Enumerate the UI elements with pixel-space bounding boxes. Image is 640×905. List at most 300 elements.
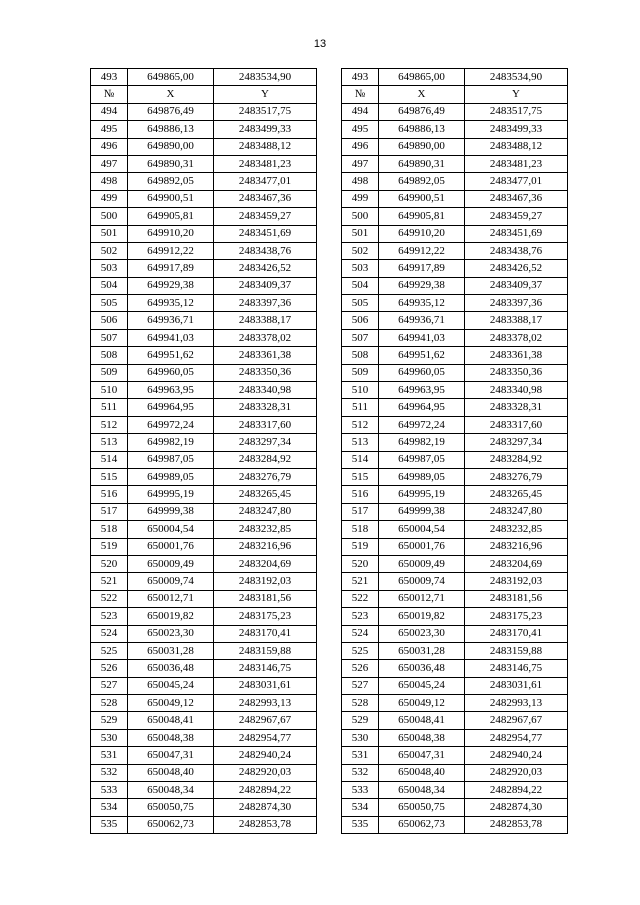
cell-number: 525 bbox=[342, 642, 379, 659]
cell-x: 649905,81 bbox=[379, 208, 465, 225]
cell-x: 649972,24 bbox=[379, 416, 465, 433]
cell-x: 649963,95 bbox=[128, 382, 214, 399]
column-gap bbox=[317, 416, 342, 433]
table-row bbox=[91, 816, 568, 833]
cell-y: 2482853,78 bbox=[214, 816, 317, 833]
cell-number: 524 bbox=[342, 625, 379, 642]
cell-x: 649876,49 bbox=[128, 103, 214, 120]
table-row bbox=[91, 329, 568, 346]
cell-number: 527 bbox=[91, 677, 128, 694]
table-row bbox=[91, 729, 568, 746]
cell-y: 2482920,03 bbox=[465, 764, 568, 781]
cell-y: 2483284,92 bbox=[465, 451, 568, 468]
cell-y: 2483146,75 bbox=[214, 660, 317, 677]
cell-y: 2482894,22 bbox=[465, 782, 568, 799]
cell-x: 650023,30 bbox=[379, 625, 465, 642]
cell-x: 649995,19 bbox=[128, 486, 214, 503]
cell-y: 2483159,88 bbox=[214, 642, 317, 659]
header-y: Y bbox=[465, 86, 568, 103]
cell-number: 515 bbox=[91, 468, 128, 485]
cell-x: 649964,95 bbox=[128, 399, 214, 416]
cell-number: 500 bbox=[91, 208, 128, 225]
table-row-top bbox=[91, 69, 568, 86]
cell-x: 650048,34 bbox=[379, 782, 465, 799]
cell-number: 496 bbox=[342, 138, 379, 155]
cell-x: 649982,19 bbox=[379, 434, 465, 451]
column-gap bbox=[317, 451, 342, 468]
column-gap bbox=[317, 225, 342, 242]
cell-number: 532 bbox=[91, 764, 128, 781]
cell-x: 649910,20 bbox=[379, 225, 465, 242]
cell-x: 650048,38 bbox=[128, 729, 214, 746]
column-gap bbox=[317, 729, 342, 746]
cell-number: 509 bbox=[342, 364, 379, 381]
column-gap bbox=[317, 538, 342, 555]
cell-y: 2483232,85 bbox=[465, 521, 568, 538]
cell-number: 534 bbox=[342, 799, 379, 816]
cell-number: 499 bbox=[91, 190, 128, 207]
column-gap bbox=[317, 364, 342, 381]
cell-number: 507 bbox=[342, 329, 379, 346]
cell-number: 494 bbox=[342, 103, 379, 120]
cell-number: 518 bbox=[91, 521, 128, 538]
cell-number: 519 bbox=[91, 538, 128, 555]
cell-y: 2483361,38 bbox=[465, 347, 568, 364]
cell-y: 2483284,92 bbox=[214, 451, 317, 468]
cell-number: 502 bbox=[342, 242, 379, 259]
cell-x: 650031,28 bbox=[128, 642, 214, 659]
cell-number: 514 bbox=[342, 451, 379, 468]
cell-x: 650050,75 bbox=[128, 799, 214, 816]
cell-x: 649886,13 bbox=[379, 121, 465, 138]
column-gap bbox=[317, 590, 342, 607]
table-row bbox=[91, 677, 568, 694]
cell-y: 2483378,02 bbox=[465, 329, 568, 346]
cell-number: 520 bbox=[91, 555, 128, 572]
cell-x: 650036,48 bbox=[128, 660, 214, 677]
column-gap bbox=[317, 521, 342, 538]
column-gap bbox=[317, 816, 342, 833]
table-row bbox=[91, 538, 568, 555]
cell-number: 535 bbox=[91, 816, 128, 833]
table-header-row bbox=[91, 86, 568, 103]
cell-number: 521 bbox=[342, 573, 379, 590]
cell-y: 2483438,76 bbox=[214, 242, 317, 259]
cell-number: 506 bbox=[91, 312, 128, 329]
page-number: 13 bbox=[313, 38, 327, 50]
column-gap bbox=[317, 103, 342, 120]
table-row bbox=[91, 695, 568, 712]
cell-x: 650009,49 bbox=[128, 555, 214, 572]
cell-y: 2483534,90 bbox=[465, 69, 568, 86]
column-gap bbox=[317, 555, 342, 572]
cell-x: 649890,00 bbox=[128, 138, 214, 155]
cell-x: 649900,51 bbox=[379, 190, 465, 207]
cell-x: 650009,74 bbox=[379, 573, 465, 590]
column-gap bbox=[317, 608, 342, 625]
cell-number: 511 bbox=[91, 399, 128, 416]
cell-y: 2482940,24 bbox=[465, 747, 568, 764]
cell-y: 2483146,75 bbox=[465, 660, 568, 677]
cell-x: 649876,49 bbox=[379, 103, 465, 120]
column-gap bbox=[317, 69, 342, 86]
cell-y: 2482954,77 bbox=[214, 729, 317, 746]
cell-number: 529 bbox=[342, 712, 379, 729]
coordinates-table-body bbox=[91, 69, 568, 834]
cell-x: 649890,31 bbox=[379, 155, 465, 172]
header-y: Y bbox=[214, 86, 317, 103]
cell-y: 2483409,37 bbox=[465, 277, 568, 294]
cell-x: 650019,82 bbox=[379, 608, 465, 625]
cell-x: 650048,34 bbox=[128, 782, 214, 799]
cell-y: 2483340,98 bbox=[465, 382, 568, 399]
cell-number: 533 bbox=[91, 782, 128, 799]
table-row bbox=[91, 799, 568, 816]
cell-x: 650001,76 bbox=[379, 538, 465, 555]
cell-x: 650050,75 bbox=[379, 799, 465, 816]
column-gap bbox=[317, 382, 342, 399]
cell-number: 495 bbox=[91, 121, 128, 138]
cell-number: 526 bbox=[91, 660, 128, 677]
cell-number: 516 bbox=[342, 486, 379, 503]
cell-number: 518 bbox=[342, 521, 379, 538]
column-gap bbox=[317, 347, 342, 364]
cell-number: 532 bbox=[342, 764, 379, 781]
cell-number: 500 bbox=[342, 208, 379, 225]
cell-x: 650012,71 bbox=[128, 590, 214, 607]
cell-x: 649989,05 bbox=[379, 468, 465, 485]
table-row bbox=[91, 608, 568, 625]
table-row bbox=[91, 764, 568, 781]
cell-y: 2483181,56 bbox=[465, 590, 568, 607]
cell-number: 506 bbox=[342, 312, 379, 329]
cell-x: 650045,24 bbox=[379, 677, 465, 694]
column-gap bbox=[317, 764, 342, 781]
cell-y: 2483170,41 bbox=[214, 625, 317, 642]
cell-x: 650049,12 bbox=[379, 695, 465, 712]
column-gap bbox=[317, 782, 342, 799]
header-number: № bbox=[91, 86, 128, 103]
cell-number: 530 bbox=[91, 729, 128, 746]
cell-x: 650062,73 bbox=[128, 816, 214, 833]
cell-y: 2483361,38 bbox=[214, 347, 317, 364]
column-gap bbox=[317, 642, 342, 659]
cell-number: 509 bbox=[91, 364, 128, 381]
cell-x: 650048,40 bbox=[379, 764, 465, 781]
cell-x: 649963,95 bbox=[379, 382, 465, 399]
cell-y: 2483232,85 bbox=[214, 521, 317, 538]
column-gap bbox=[317, 712, 342, 729]
cell-x: 649905,81 bbox=[128, 208, 214, 225]
cell-number: 503 bbox=[342, 260, 379, 277]
cell-number: 508 bbox=[342, 347, 379, 364]
cell-x: 649935,12 bbox=[379, 295, 465, 312]
table-row bbox=[91, 712, 568, 729]
cell-x: 650048,38 bbox=[379, 729, 465, 746]
column-gap bbox=[317, 799, 342, 816]
table-row bbox=[91, 573, 568, 590]
cell-number: 514 bbox=[91, 451, 128, 468]
cell-number: 508 bbox=[91, 347, 128, 364]
cell-number: 523 bbox=[342, 608, 379, 625]
cell-y: 2483175,23 bbox=[465, 608, 568, 625]
cell-number: 533 bbox=[342, 782, 379, 799]
cell-number: 519 bbox=[342, 538, 379, 555]
column-gap bbox=[317, 86, 342, 103]
table-row bbox=[91, 173, 568, 190]
column-gap bbox=[317, 468, 342, 485]
column-gap bbox=[317, 242, 342, 259]
cell-y: 2482967,67 bbox=[465, 712, 568, 729]
cell-x: 649982,19 bbox=[128, 434, 214, 451]
cell-y: 2482874,30 bbox=[214, 799, 317, 816]
cell-x: 650036,48 bbox=[379, 660, 465, 677]
cell-number: 530 bbox=[342, 729, 379, 746]
cell-y: 2483499,33 bbox=[465, 121, 568, 138]
cell-x: 649929,38 bbox=[128, 277, 214, 294]
table-row bbox=[91, 295, 568, 312]
cell-y: 2483451,69 bbox=[465, 225, 568, 242]
cell-y: 2483459,27 bbox=[214, 208, 317, 225]
cell-y: 2483397,36 bbox=[214, 295, 317, 312]
column-gap bbox=[317, 695, 342, 712]
table-row bbox=[91, 590, 568, 607]
table-row bbox=[91, 468, 568, 485]
column-gap bbox=[317, 173, 342, 190]
column-gap bbox=[317, 138, 342, 155]
cell-x: 650047,31 bbox=[379, 747, 465, 764]
coordinates-table bbox=[90, 68, 568, 834]
cell-y: 2483216,96 bbox=[465, 538, 568, 555]
cell-x: 649929,38 bbox=[379, 277, 465, 294]
cell-y: 2483317,60 bbox=[465, 416, 568, 433]
cell-x: 649987,05 bbox=[379, 451, 465, 468]
cell-y: 2483388,17 bbox=[465, 312, 568, 329]
cell-number: 534 bbox=[91, 799, 128, 816]
cell-y: 2483481,23 bbox=[214, 155, 317, 172]
cell-number: 531 bbox=[91, 747, 128, 764]
cell-y: 2483481,23 bbox=[465, 155, 568, 172]
cell-y: 2482993,13 bbox=[214, 695, 317, 712]
table-row bbox=[91, 190, 568, 207]
cell-y: 2483328,31 bbox=[465, 399, 568, 416]
cell-number: 517 bbox=[342, 503, 379, 520]
cell-number: 498 bbox=[342, 173, 379, 190]
cell-y: 2483534,90 bbox=[214, 69, 317, 86]
cell-y: 2483031,61 bbox=[465, 677, 568, 694]
cell-y: 2483517,75 bbox=[465, 103, 568, 120]
table-row bbox=[91, 451, 568, 468]
cell-number: 507 bbox=[91, 329, 128, 346]
cell-number: 520 bbox=[342, 555, 379, 572]
table-row bbox=[91, 277, 568, 294]
table-row bbox=[91, 642, 568, 659]
cell-number: 528 bbox=[91, 695, 128, 712]
cell-number: 501 bbox=[342, 225, 379, 242]
column-gap bbox=[317, 747, 342, 764]
cell-y: 2483397,36 bbox=[465, 295, 568, 312]
cell-x: 650047,31 bbox=[128, 747, 214, 764]
cell-number: 524 bbox=[91, 625, 128, 642]
cell-y: 2483204,69 bbox=[465, 555, 568, 572]
cell-number: 535 bbox=[342, 816, 379, 833]
cell-y: 2482853,78 bbox=[465, 816, 568, 833]
cell-x: 650048,40 bbox=[128, 764, 214, 781]
column-gap bbox=[317, 208, 342, 225]
cell-number: 522 bbox=[91, 590, 128, 607]
table-row bbox=[91, 208, 568, 225]
table-row bbox=[91, 103, 568, 120]
cell-x: 649865,00 bbox=[379, 69, 465, 86]
cell-number: 504 bbox=[342, 277, 379, 294]
cell-x: 649892,05 bbox=[128, 173, 214, 190]
column-gap bbox=[317, 573, 342, 590]
column-gap bbox=[317, 625, 342, 642]
cell-x: 649900,51 bbox=[128, 190, 214, 207]
cell-number: 525 bbox=[91, 642, 128, 659]
cell-x: 649917,89 bbox=[379, 260, 465, 277]
table-row bbox=[91, 782, 568, 799]
cell-number: 497 bbox=[342, 155, 379, 172]
cell-x: 649936,71 bbox=[128, 312, 214, 329]
cell-y: 2483350,36 bbox=[214, 364, 317, 381]
table-row bbox=[91, 382, 568, 399]
table-row bbox=[91, 121, 568, 138]
header-number: № bbox=[342, 86, 379, 103]
cell-x: 650001,76 bbox=[128, 538, 214, 555]
header-x: X bbox=[128, 86, 214, 103]
cell-x: 649995,19 bbox=[379, 486, 465, 503]
cell-x: 649964,95 bbox=[379, 399, 465, 416]
cell-number: 513 bbox=[91, 434, 128, 451]
cell-y: 2483328,31 bbox=[214, 399, 317, 416]
cell-y: 2483247,80 bbox=[465, 503, 568, 520]
cell-x: 650019,82 bbox=[128, 608, 214, 625]
cell-x: 650012,71 bbox=[379, 590, 465, 607]
cell-number: 498 bbox=[91, 173, 128, 190]
column-gap bbox=[317, 486, 342, 503]
cell-number: 511 bbox=[342, 399, 379, 416]
cell-x: 649935,12 bbox=[128, 295, 214, 312]
cell-y: 2483265,45 bbox=[214, 486, 317, 503]
cell-number: 529 bbox=[91, 712, 128, 729]
cell-number: 505 bbox=[342, 295, 379, 312]
cell-y: 2482954,77 bbox=[465, 729, 568, 746]
table-row bbox=[91, 555, 568, 572]
cell-x: 650031,28 bbox=[379, 642, 465, 659]
table-row bbox=[91, 225, 568, 242]
column-gap bbox=[317, 677, 342, 694]
cell-x: 649999,38 bbox=[379, 503, 465, 520]
cell-y: 2482967,67 bbox=[214, 712, 317, 729]
cell-y: 2483204,69 bbox=[214, 555, 317, 572]
cell-x: 649972,24 bbox=[128, 416, 214, 433]
cell-y: 2483159,88 bbox=[465, 642, 568, 659]
cell-x: 649865,00 bbox=[128, 69, 214, 86]
cell-y: 2483170,41 bbox=[465, 625, 568, 642]
cell-number: 503 bbox=[91, 260, 128, 277]
cell-x: 649960,05 bbox=[128, 364, 214, 381]
table-row bbox=[91, 312, 568, 329]
cell-number: 499 bbox=[342, 190, 379, 207]
cell-x: 650045,24 bbox=[128, 677, 214, 694]
cell-x: 650048,41 bbox=[128, 712, 214, 729]
column-gap bbox=[317, 121, 342, 138]
cell-y: 2483378,02 bbox=[214, 329, 317, 346]
cell-x: 650004,54 bbox=[128, 521, 214, 538]
cell-number: 493 bbox=[91, 69, 128, 86]
cell-y: 2483297,34 bbox=[465, 434, 568, 451]
cell-y: 2483477,01 bbox=[214, 173, 317, 190]
cell-x: 649886,13 bbox=[128, 121, 214, 138]
cell-x: 649890,31 bbox=[128, 155, 214, 172]
cell-x: 650004,54 bbox=[379, 521, 465, 538]
cell-y: 2482920,03 bbox=[214, 764, 317, 781]
cell-number: 526 bbox=[342, 660, 379, 677]
table-row bbox=[91, 416, 568, 433]
column-gap bbox=[317, 329, 342, 346]
column-gap bbox=[317, 295, 342, 312]
cell-y: 2483276,79 bbox=[214, 468, 317, 485]
cell-x: 649892,05 bbox=[379, 173, 465, 190]
cell-y: 2483459,27 bbox=[465, 208, 568, 225]
cell-y: 2483388,17 bbox=[214, 312, 317, 329]
table-row bbox=[91, 347, 568, 364]
column-gap bbox=[317, 190, 342, 207]
cell-y: 2483247,80 bbox=[214, 503, 317, 520]
cell-x: 649951,62 bbox=[128, 347, 214, 364]
cell-number: 495 bbox=[342, 121, 379, 138]
cell-number: 502 bbox=[91, 242, 128, 259]
cell-number: 521 bbox=[91, 573, 128, 590]
cell-number: 522 bbox=[342, 590, 379, 607]
table-row bbox=[91, 660, 568, 677]
cell-y: 2482993,13 bbox=[465, 695, 568, 712]
table-row bbox=[91, 242, 568, 259]
cell-y: 2483192,03 bbox=[465, 573, 568, 590]
table-row bbox=[91, 399, 568, 416]
cell-y: 2483317,60 bbox=[214, 416, 317, 433]
cell-x: 649941,03 bbox=[128, 329, 214, 346]
cell-y: 2482874,30 bbox=[465, 799, 568, 816]
cell-y: 2482940,24 bbox=[214, 747, 317, 764]
cell-x: 650023,30 bbox=[128, 625, 214, 642]
cell-number: 527 bbox=[342, 677, 379, 694]
table-row bbox=[91, 486, 568, 503]
cell-y: 2482894,22 bbox=[214, 782, 317, 799]
cell-y: 2483175,23 bbox=[214, 608, 317, 625]
cell-y: 2483426,52 bbox=[214, 260, 317, 277]
cell-number: 496 bbox=[91, 138, 128, 155]
header-x: X bbox=[379, 86, 465, 103]
table-row bbox=[91, 625, 568, 642]
table-row bbox=[91, 521, 568, 538]
cell-number: 493 bbox=[342, 69, 379, 86]
column-gap bbox=[317, 155, 342, 172]
cell-number: 513 bbox=[342, 434, 379, 451]
cell-x: 649912,22 bbox=[379, 242, 465, 259]
cell-y: 2483451,69 bbox=[214, 225, 317, 242]
cell-y: 2483517,75 bbox=[214, 103, 317, 120]
cell-y: 2483467,36 bbox=[214, 190, 317, 207]
cell-x: 649910,20 bbox=[128, 225, 214, 242]
cell-number: 494 bbox=[91, 103, 128, 120]
cell-y: 2483477,01 bbox=[465, 173, 568, 190]
cell-y: 2483192,03 bbox=[214, 573, 317, 590]
cell-y: 2483350,36 bbox=[465, 364, 568, 381]
cell-y: 2483488,12 bbox=[214, 138, 317, 155]
cell-number: 512 bbox=[342, 416, 379, 433]
